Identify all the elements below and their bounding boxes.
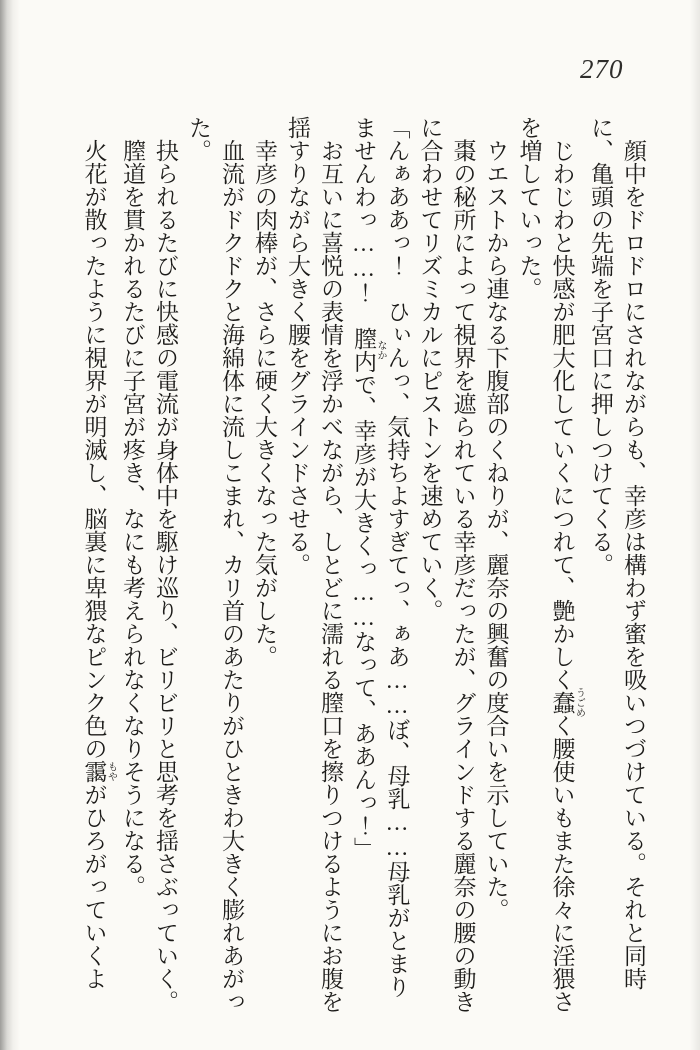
paragraph: 火花が散ったように視界が明滅し、脳裏に卑猥なピンク色の靄 もやがひろがっていくよ — [81, 139, 117, 990]
furigana-annotated-word: 靄 もや — [81, 760, 117, 783]
furigana-annotated-word: 蠢 うごめ — [549, 687, 585, 718]
binding-gutter-shadow — [0, 0, 20, 1050]
furigana-annotated-word: 膣内 なか — [351, 327, 386, 373]
paragraph: 顔中をドロドロにされながらも、幸彦は構わず蜜を吸いつづけている。それと同時に、亀頭の先端を子宮口に押しつけてくる。 — [588, 116, 646, 990]
paragraph: 幸彦の肉棒が、さらに硬く大きくなった気がした。 — [252, 139, 277, 668]
paragraph: 膣道を貫かれるたびに子宮が疼き、なにも考えられなくなりそうになる。 — [120, 139, 145, 898]
body-text — [80, 116, 650, 1016]
paragraph: 「んぁああっ！ ひぃんっ、気持ちよすぎてっ、ぁあ……ぼ、母乳……母乳がとまりませんわっ……！ 膣内 なかで、幸彦が大きくっ……なって、ああんっ！」 — [351, 116, 410, 998]
paragraph: ウエストから連なる下腹部のくねりが、麗奈の興奮の度合いを示していた。 — [483, 139, 509, 921]
paragraph: 抉られるたびに快感の電流が身体中を駆け巡り、ビリビリと思考を揺さぶっていく。 — [153, 139, 178, 1013]
paragraph: 棗の秘所によって視界を遮られている幸彦だったが、グラインドする麗奈の腰の動きに合わせてリズミカルにピストンを速めていく。 — [417, 116, 476, 1013]
paragraph: じわじわと快感が肥大化していくにつれて、艶かしく蠢 うごめく腰使いもまた徐々に淫猥さを増していった。 — [516, 116, 585, 1013]
paragraph: 血流がドクドクと海綿体に流しこまれ、カリ首のあたりがひときわ大きく膨れあがった。 — [186, 116, 244, 1013]
page-edge-shadow — [690, 0, 700, 1050]
paragraph: お互いに喜悦の表情を浮かべながら、しとどに濡れる膣口を擦りつけるようにお腹を揺すりながら大きく腰をグラインドさせる。 — [285, 116, 343, 1013]
page-number: 270 — [580, 54, 624, 84]
